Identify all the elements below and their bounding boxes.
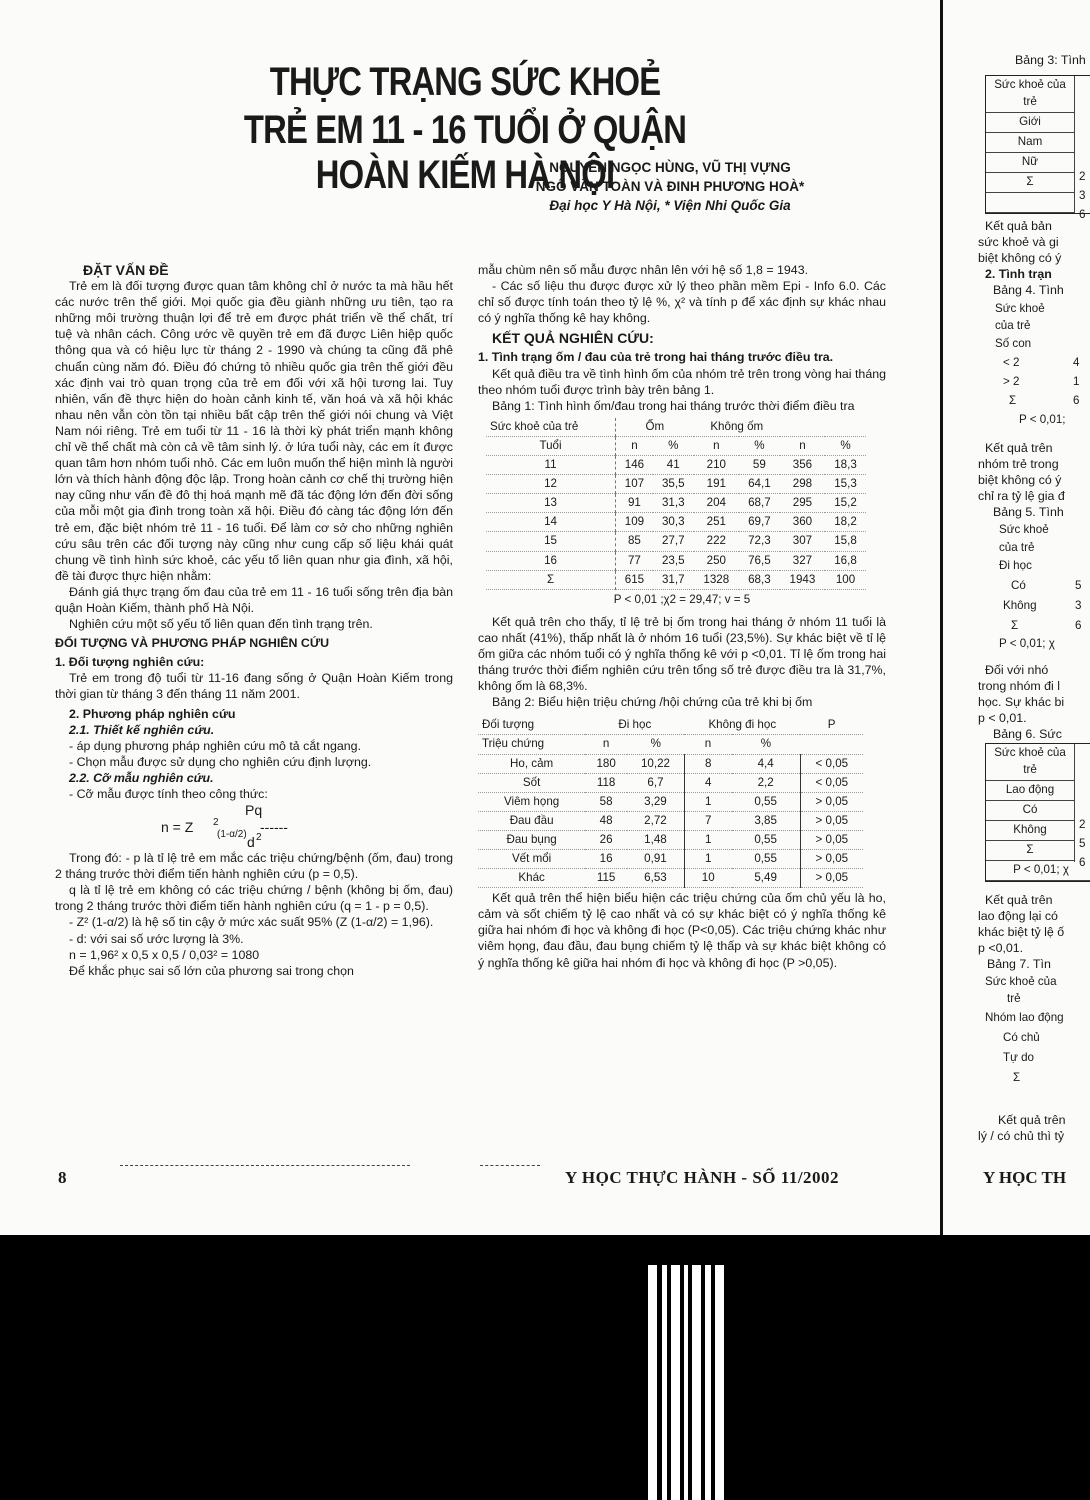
section-heading-intro: ĐẶT VẤN ĐỀ xyxy=(83,262,169,278)
table-header: n xyxy=(694,436,739,455)
paragraph: Trong đó: - p là tỉ lệ trẻ em mắc các triệu chứng/bệnh (ốm, đau) trong 2 tháng trước thời điểm tiến hành nghiên cứu (p = 0,5). xyxy=(55,851,453,882)
table-row: Đau đầu 48 2,72 7 3,85 > 0,05 xyxy=(478,811,863,830)
text-fragment: biệt không có ý xyxy=(978,251,1062,265)
table-header: n xyxy=(585,735,627,754)
subheading: 2.2. Cỡ mẫu nghiên cứu. xyxy=(69,770,214,785)
footer-rule-left xyxy=(120,1165,410,1166)
paragraph: Nghiên cứu một số yếu tố liên quan đến tình trạng trên. xyxy=(69,617,373,632)
paragraph: n = 1,96² x 0,5 x 0,5 / 0,03² = 1080 xyxy=(69,947,260,962)
formula-lhs: n = Z xyxy=(161,819,194,836)
table-header: Đối tượng xyxy=(478,716,585,735)
table-header: Triệu chứng xyxy=(478,735,585,754)
paragraph: Đánh giá thực trạng ốm đau của trẻ em 11 - 16 tuổi sống trên địa bàn quận Hoàn Kiếm, thành phố Hà Nội. xyxy=(55,584,453,615)
text-fragment: khác biệt tỷ lệ ố xyxy=(978,925,1065,939)
text-fragment: học. Sự khác bi xyxy=(978,695,1065,709)
table-header: Đi học xyxy=(585,716,684,735)
table-row: 13 91 31,3 204 68,7 295 15,2 xyxy=(486,494,866,513)
article-title-line2: TRẺ EM 11 - 16 TUỔI Ở QUẬN HOÀN KIẾM HÀ NỘI xyxy=(243,108,687,197)
left-column xyxy=(55,262,453,979)
table-header: Tuổi xyxy=(486,436,616,455)
adjacent-page-footer: Y HỌC TH xyxy=(983,1168,1067,1187)
footer-rule-mid xyxy=(480,1165,540,1166)
paragraph: Trẻ em trong độ tuổi từ 11-16 đang sống ở Quận Hoàn Kiếm trong thời gian từ tháng 3 đến tháng 11 năm 2001. xyxy=(55,671,453,702)
table-row: Σ 615 31,7 1328 68,3 1943 100 xyxy=(486,570,866,589)
paragraph: q là tỉ lệ trẻ em không có các triệu chứng / bệnh (không bị ốm, đau) trong 2 tháng trước thời điểm tiến hành nghiên cứu (q = 1 - p = 0,5). xyxy=(55,883,453,914)
table-header: P xyxy=(800,716,863,735)
table-header: % xyxy=(653,436,694,455)
table-header: Không ốm xyxy=(694,418,780,437)
table-row: 12 107 35,5 191 64,1 298 15,3 xyxy=(486,475,866,494)
text-fragment: p < 0,01. xyxy=(978,711,1027,725)
paragraph: Kết quả điều tra về tình hình ốm của nhóm trẻ trên trong vòng hai tháng theo nhóm tuổi được trình bày trên bảng 1. xyxy=(478,366,886,397)
journal-footer: Y HỌC THỰC HÀNH - SỐ 11/2002 xyxy=(565,1168,840,1187)
table-row: Đau bụng 26 1,48 1 0,55 > 0,05 xyxy=(478,830,863,849)
table-header: % xyxy=(627,735,684,754)
table-1-statistics: P < 0,01 ;χ2 = 29,47; v = 5 xyxy=(613,592,751,606)
table-caption: Bảng 6. Sức xyxy=(993,727,1062,741)
table-caption: Bảng 4. Tình xyxy=(993,283,1064,297)
table-header: Không đi học xyxy=(684,716,800,735)
text-fragment: chỉ ra tỷ lệ gia đ xyxy=(978,489,1065,503)
text-fragment: nhóm trẻ trong xyxy=(978,457,1059,471)
adjacent-page-strip: Bảng 3: Tình Sức khoẻ của trẻ Giới Nam Nữ Σ 2 3 6 Kết quả bản sức khoẻ và gi biệt không có ý 2. Tình trạn Bảng 4. Tình Sức khoẻ của trẻ Số con < 2 > 2 Σ P < 0,01; 4 1 6 Kết quả trên nhóm trẻ trong biệt không có ý chỉ ra tỷ lệ gia đ Bảng 5. Tình Sức khoẻ của trẻ Đi học Có Không Σ P < 0,01; χ 5 3 6 Đối với nhó trong nhóm đi l học. Sự khác bi p < 0,01. Bảng 6. Sức Sức khoẻ của trẻ Lao động Có Không Σ P < 0,01; χ 2 5 6 Kết quả trên lao động lại có khác biệt tỷ lệ ố p <0,01. Bảng 7. Tìn Sức khoẻ của trẻ Nhóm lao động Có chủ Tự do Σ Kết quả trên lý / có chủ thì tỷ Y HỌC TH xyxy=(940,0,1090,1235)
text-fragment: Kết quả trên xyxy=(985,893,1053,907)
table-caption: Bảng 1: Tình hình ốm/đau trong hai tháng trước thời điểm điều tra xyxy=(492,398,855,413)
paragraph: Kết quả trên thể hiện biểu hiện các triệu chứng của ốm chủ yếu là ho, cảm và sốt chiếm tỷ lệ cao nhất và có sự khác biệt có ý nghĩa thống kê giữa hai nhóm đi học và không đi học (P<0,05). Các triệu chứng khác như viêm họng, đau đầu, đau bụng chiếm tỷ lệ thấp và sự khác biệt không có ý nghĩa thống kê giữa hai nhóm đi học và không đi học (P >0,05). xyxy=(478,891,886,970)
sample-size-formula: Pq n = Z 2 (1-α/2) ------ d 2 xyxy=(161,802,288,851)
paragraph: mẫu chùm nên số mẫu được nhân lên với hệ số 1,8 = 1943. xyxy=(478,263,809,277)
formula-numerator: Pq xyxy=(245,802,263,819)
barcode-graphic xyxy=(648,1265,726,1500)
paragraph: - Z² (1-α/2) là hệ số tin cậy ở mức xác suất 95% (Z (1-α/2) = 1,96). xyxy=(69,915,434,930)
table-row: 16 77 23,5 250 76,5 327 16,8 xyxy=(486,551,866,570)
section-heading-results: KẾT QUẢ NGHIÊN CỨU: xyxy=(492,330,654,347)
table-header: Sức khoẻ của trẻ xyxy=(486,418,616,437)
formula-denominator: d xyxy=(247,834,255,851)
paragraph: - áp dụng phương pháp nghiên cứu mô tả cắt ngang. xyxy=(69,738,362,753)
authors-line2: NGÔ VĂN TOÀN VÀ ĐINH PHƯƠNG HOÀ* xyxy=(535,179,805,194)
affiliation: Đại học Y Hà Nội, * Viện Nhi Quốc Gia xyxy=(549,198,791,213)
text-fragment: Kết quả trên xyxy=(998,1113,1066,1127)
middle-column xyxy=(478,262,886,971)
page-number: 8 xyxy=(58,1168,67,1187)
table-header: n xyxy=(616,436,653,455)
article-title-line1: THỰC TRẠNG SỨC KHOẺ xyxy=(269,60,661,104)
table-header: Ốm xyxy=(616,418,694,437)
text-fragment: Đối với nhó xyxy=(985,663,1049,677)
paragraph: - Các số liệu thu được được xử lý theo phần mềm Epi - Info 6.0. Các chỉ số được tính toán theo tỷ lệ %, χ² và tính p để xác định sự khác nhau có ý nghĩa thống kê hay không. xyxy=(478,279,886,326)
table-row: 14 109 30,3 251 69,7 360 18,2 xyxy=(486,513,866,532)
table-header: % xyxy=(825,436,866,455)
subheading: 2.1. Thiết kế nghiên cứu. xyxy=(69,722,215,737)
table-header: n xyxy=(684,735,731,754)
subheading: 1. Tình trạng ốm / đau của trẻ trong hai tháng trước điều tra. xyxy=(478,350,834,365)
text-fragment: sức khoẻ và gi xyxy=(978,235,1059,249)
paragraph: Kết quả trên cho thấy, tỉ lệ trẻ bị ốm trong hai tháng ở nhóm 11 tuổi là cao nhất (41%), thấp nhất là ở nhóm 16 tuổi (23,5%). Sự khác biệt về tỉ lệ ốm giữa các nhóm tuổi có ý nghĩa thống kê với p <0,01. Tỉ lệ ốm trong hai tháng trước thời điểm nghiên cứu trên tổng số trẻ được điều tra là 31,7%, không ốm là 68,3%. xyxy=(478,614,886,694)
text-fragment: Kết quả trên xyxy=(985,441,1053,455)
paragraph: - Cỡ mẫu được tính theo công thức: xyxy=(69,787,268,801)
text-fragment: p <0,01. xyxy=(978,941,1024,955)
author-block xyxy=(470,158,870,215)
table-caption: Bảng 3: Tình xyxy=(1015,53,1086,67)
table-row: Sốt 118 6,7 4 2,2 < 0,05 xyxy=(478,773,863,792)
table-row: Khác 115 6,53 10 5,49 > 0,05 xyxy=(478,869,863,888)
table-header: n xyxy=(780,436,825,455)
subheading: 2. Phương pháp nghiên cứu xyxy=(69,706,236,721)
paragraph: Để khắc phục sai số lớn của phương sai trong chọn xyxy=(69,963,354,978)
table-header: % xyxy=(739,436,780,455)
section-heading-methods: ĐỐI TƯỢNG VÀ PHƯƠNG PHÁP NGHIÊN CỨU xyxy=(55,636,330,651)
table-header: % xyxy=(732,735,801,754)
text-fragment: trong nhóm đi l xyxy=(978,679,1060,693)
paragraph: - Chọn mẫu được sử dụng cho nghiên cứu định lượng. xyxy=(69,754,372,769)
table-6-fragment: Sức khoẻ của trẻ Lao động Có Không Σ P < 0,01; χ 2 5 6 xyxy=(985,743,1090,882)
table-row: 11 146 41 210 59 356 18,3 xyxy=(486,456,866,475)
table-row: Vết mổi 16 0,91 1 0,55 > 0,05 xyxy=(478,850,863,869)
table-3-fragment: Sức khoẻ của trẻ Giới Nam Nữ Σ 2 3 6 xyxy=(985,75,1090,214)
table-row: 15 85 27,7 222 72,3 307 15,8 xyxy=(486,532,866,551)
table-row: Viêm họng 58 3,29 1 0,55 > 0,05 xyxy=(478,792,863,811)
paragraph: Trẻ em là đối tượng được quan tâm không chỉ ở nước ta mà hầu hết các nước trên thế giới. Mọi quốc gia đều giành những ưu tiên, tạo ra những môi trường thuận lợi để trẻ em được phát triển về thể chất, trí tuệ và nhân cách. Công ước về quyền trẻ em đã được Liên hiệp quốc thông qua và có hiệu lực từ tháng 2 - 1990 và chúng ta cũng đã phê chuẩn cùng năm đó. Điều đó chứng tỏ nhiều quốc gia trên thế giới đều xác định vai trò quan trọng của trẻ em đối với xã hội tương lai. Tuy nhiên, vấn đề thực hiện do hoàn cảnh kinh tế, văn hoá và xã hội khác nhau nên vẫn còn tồn tại nhiều bất cập trên thế giới nói chung và Việt Nam nói riêng. Trẻ em tuổi từ 11 - 16 là thời kỳ phát triển mạnh không chỉ về thể chất mà còn cả về tâm sinh lý. ở lứa tuổi này, các em ít được quan tâm hơn nhóm tuổi nhỏ. Các em luôn muốn thể hiện mình là người lớn và thích hành động độc lập. Trong hoàn cảnh cơ chế thị trường hiện nay cũng như vấn đề đô thị hoá mạnh mẽ đã tác động lớn đến đời sống của mỗi một gia đình trong toàn xã hội. Điều đó càng tác động lớn đến trẻ em, đặc biệt nhóm trẻ 11 - 16 tuổi. Để làm cơ sở cho những nghiên cứu sâu trên các đối tượng này cũng như cung cấp số liệu khái quát chung về tình hình sức khoẻ, các yếu tố liên quan như gia đình, xã hội, đề tài được thực hiện nhằm: xyxy=(55,279,453,583)
table-row: Ho, cảm 180 10,22 8 4,4 < 0,05 xyxy=(478,754,863,773)
text-fragment: biệt không có ý xyxy=(978,473,1062,487)
table-caption: Bảng 7. Tìn xyxy=(987,957,1051,971)
table-caption: Bảng 5. Tình xyxy=(993,505,1064,519)
table-1 xyxy=(486,418,866,590)
text-fragment: lý / có chủ thì tỷ xyxy=(978,1129,1065,1143)
scan-background xyxy=(0,1235,1090,1500)
authors-line1: NGUYỄN NGỌC HÙNG, VŨ THỊ VỰNG xyxy=(549,160,791,175)
table-caption: Bảng 2: Biểu hiện triệu chứng /hội chứng của trẻ khi bị ốm xyxy=(492,695,813,710)
subheading: 1. Đối tượng nghiên cứu: xyxy=(55,655,205,670)
paragraph: - d: với sai số ước lượng là 3%. xyxy=(69,931,244,946)
formula-subscript: (1-α/2) xyxy=(217,829,247,841)
text-fragment: 2. Tình trạn xyxy=(985,267,1052,281)
text-fragment: lao động lại có xyxy=(978,909,1058,923)
table-2 xyxy=(478,716,863,888)
text-fragment: Kết quả bản xyxy=(985,219,1052,233)
